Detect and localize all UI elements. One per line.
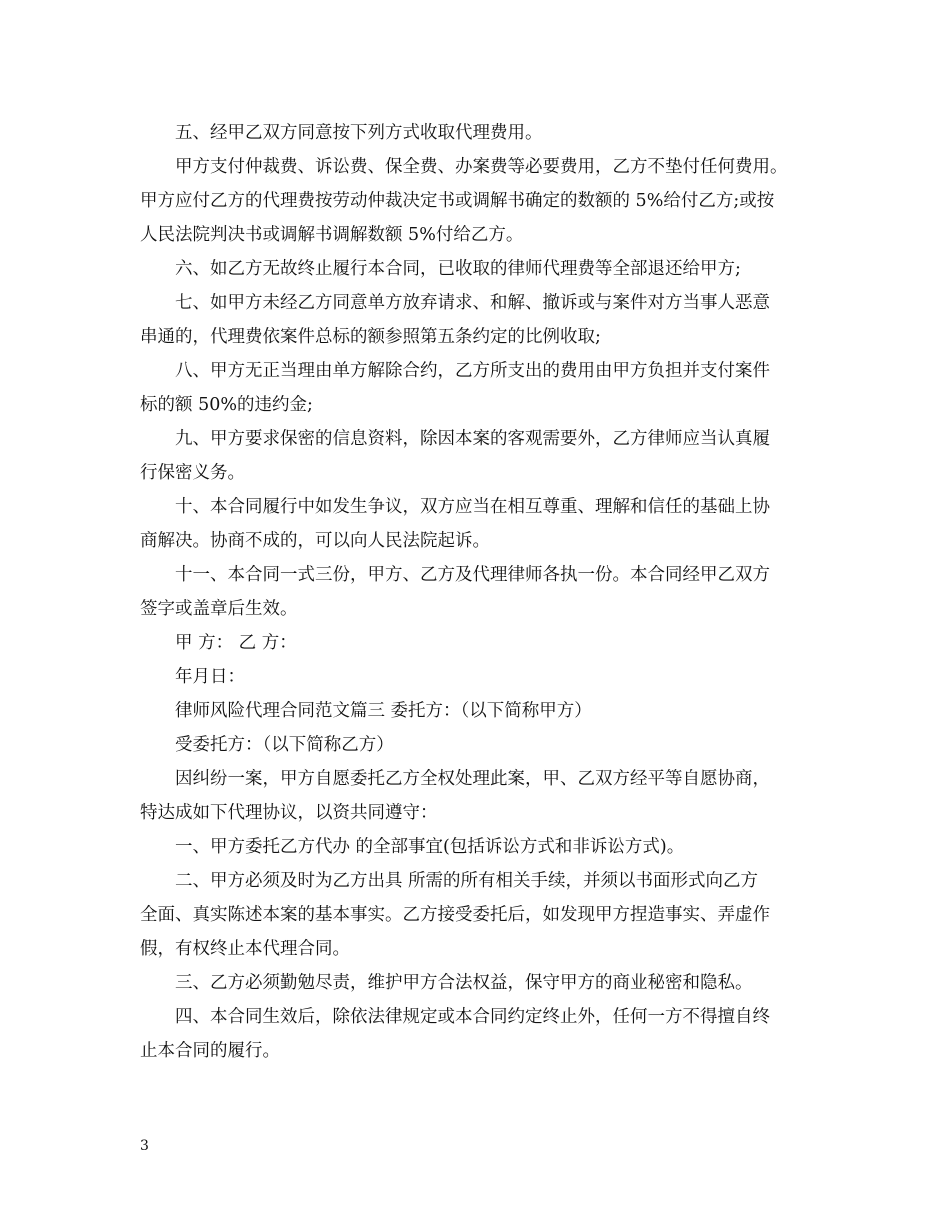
text-line: 假，有权终止本代理合同。 (140, 939, 350, 959)
text-line: 因纠纷一案，甲方自愿委托乙方全权处理此案，甲、乙双方经平等自愿协商， (175, 769, 770, 789)
text-line: 四、本合同生效后，除依法律规定或本合同约定终止外，任何一方不得擅自终 (175, 1007, 770, 1027)
text-line: 止本合同的履行。 (140, 1041, 280, 1061)
text-line: 十一、本合同一式三份，甲方、乙方及代理律师各执一份。本合同经甲乙双方 (175, 565, 770, 585)
text-line: 二、甲方必须及时为乙方出具 所需的所有相关手续，并须以书面形式向乙方 (175, 871, 759, 891)
text-line: 十、本合同履行中如发生争议，双方应当在相互尊重、理解和信任的基础上协 (175, 497, 770, 517)
page-number: 3 (140, 1138, 149, 1154)
text-line: 年月日： (175, 667, 245, 687)
text-line: 甲方应付乙方的代理费按劳动仲裁决定书或调解书确定的数额的 5%给付乙方;或按 (140, 191, 775, 211)
text-line: 人民法院判决书或调解书调解数额 5%付给乙方。 (140, 225, 524, 245)
text-line: 行保密义务。 (140, 463, 245, 483)
text-line: 六、如乙方无故终止履行本合同，已收取的律师代理费等全部退还给甲方; (175, 259, 741, 279)
text-line: 律师风险代理合同范文篇三 委托方：（以下简称甲方） (175, 701, 592, 721)
text-line: 全面、真实陈述本案的基本事实。乙方接受委托后，如发现甲方捏造事实、弄虚作 (140, 905, 770, 925)
document-body (140, 116, 820, 1068)
text-line: 三、乙方必须勤勉尽责，维护甲方合法权益，保守甲方的商业秘密和隐私。 (175, 973, 753, 993)
text-line: 甲方支付仲裁费、诉讼费、保全费、办案费等必要费用，乙方不垫付任何费用。 (175, 157, 788, 177)
text-line: 一、甲方委托乙方代办 的全部事宜(包括诉讼方式和非诉讼方式)。 (175, 837, 685, 857)
text-line: 签字或盖章后生效。 (140, 599, 298, 619)
text-line: 八、甲方无正当理由单方解除合约，乙方所支出的费用由甲方负担并支付案件 (175, 361, 770, 381)
text-line: 九、甲方要求保密的信息资料，除因本案的客观需要外，乙方律师应当认真履 (175, 429, 770, 449)
text-line: 七、如甲方未经乙方同意单方放弃请求、和解、撤诉或与案件对方当事人恶意 (175, 293, 770, 313)
text-line: 串通的，代理费依案件总标的额参照第五条约定的比例收取; (140, 327, 601, 347)
text-line: 特达成如下代理协议，以资共同遵守： (140, 803, 438, 823)
text-line: 五、经甲乙双方同意按下列方式收取代理费用。 (175, 123, 543, 143)
text-line: 受委托方：（以下简称乙方） (175, 735, 394, 755)
text-line: 商解决。协商不成的，可以向人民法院起诉。 (140, 531, 490, 551)
text-line: 甲 方： 乙 方： (175, 633, 297, 653)
text-line: 标的额 50%的违约金; (140, 395, 313, 415)
